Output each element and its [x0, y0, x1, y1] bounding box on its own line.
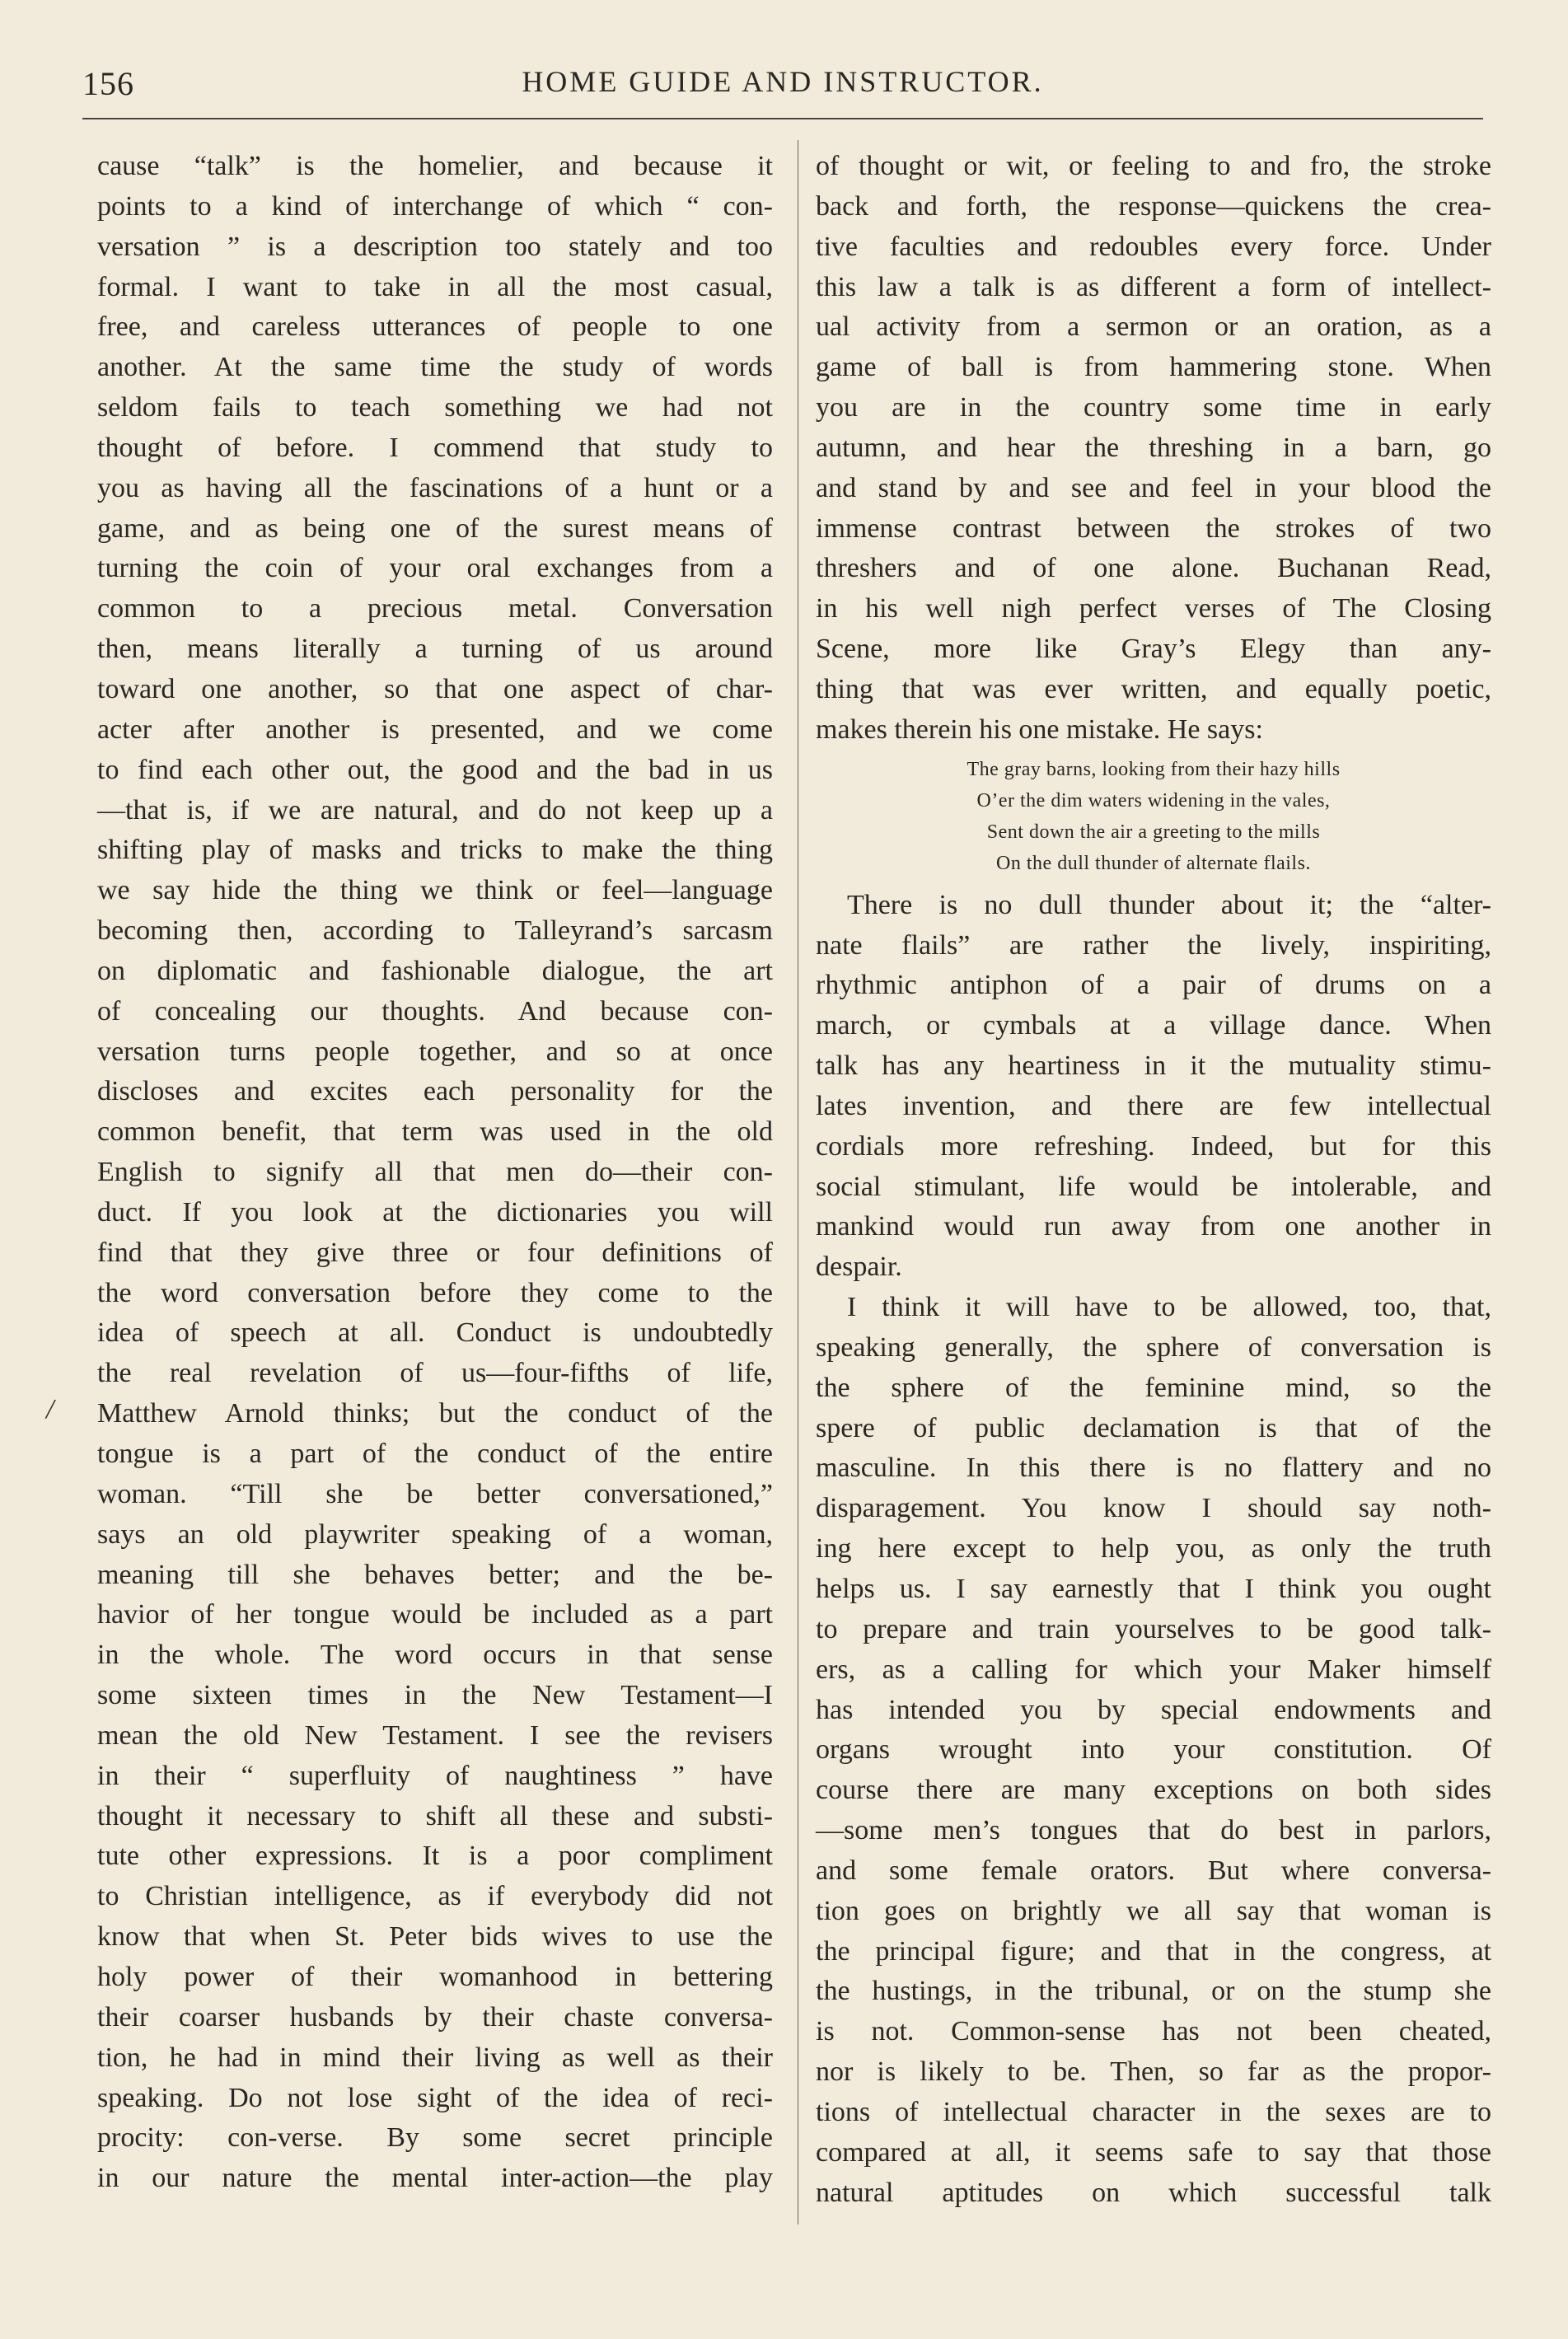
right-column-part-b	[816, 886, 1491, 2214]
text-line: procity: con-verse. By some secret principle	[97, 2122, 773, 2154]
text-line: natural aptitudes on which successful talk	[816, 2177, 1491, 2208]
text-line: common to a precious metal. Conversation	[97, 593, 773, 625]
text-line: in our nature the mental inter-action—the play	[97, 2163, 773, 2194]
text-line: mankind would run away from one another in	[816, 1211, 1491, 1242]
text-line: the sphere of the feminine mind, so the	[816, 1372, 1491, 1403]
text-line: meaning till she behaves better; and the be-	[97, 1559, 773, 1590]
text-line: of concealing our thoughts. And because con-	[97, 995, 773, 1027]
left-column	[97, 147, 773, 2199]
text-line: to Christian intelligence, as if everybody did not	[97, 1881, 773, 1912]
running-title: HOME GUIDE AND INSTRUCTOR.	[522, 65, 1044, 98]
text-line: organs wrought into your constitution. Of	[816, 1734, 1491, 1766]
text-line: their coarser husbands by their chaste conversa-	[97, 2001, 773, 2033]
text-line: tive faculties and redoubles every force. Under	[816, 231, 1491, 262]
text-line: says an old playwriter speaking of a woman,	[97, 1518, 773, 1550]
text-line: holy power of their womanhood in bettering	[97, 1961, 773, 1992]
text-line: know that when St. Peter bids wives to use the	[97, 1921, 773, 1953]
text-line: game, and as being one of the surest means of	[97, 512, 773, 544]
text-line: another. At the same time the study of words	[97, 352, 773, 383]
right-column	[816, 147, 1491, 2214]
text-line: woman. “Till she be better conversationed,”	[97, 1478, 773, 1509]
text-line: this law a talk is as different a form of intellect-	[816, 271, 1491, 302]
text-line: helps us. I say earnestly that I think you ought	[816, 1574, 1491, 1604]
text-line: versation ” is a description too stately and too	[97, 231, 773, 262]
text-line: tongue is a part of the conduct of the entire	[97, 1438, 773, 1469]
text-line: march, or cymbals at a village dance. When	[816, 1010, 1491, 1041]
text-line: I think it will have to be allowed, too, that,	[847, 1292, 1491, 1323]
text-line: ual activity from a sermon or an oration, as a	[816, 311, 1491, 343]
text-line: on diplomatic and fashionable dialogue, the art	[97, 955, 773, 986]
text-line: you are in the country some time in early	[816, 392, 1491, 423]
header-rule	[82, 118, 1483, 119]
text-line: common benefit, that term was used in the old	[97, 1116, 773, 1148]
text-line: versation turns people together, and so at once	[97, 1036, 773, 1067]
text-line: is not. Common-sense has not been cheated,	[816, 2016, 1491, 2047]
text-line: lates invention, and there are few intellectual	[816, 1090, 1491, 1121]
text-line: talk has any heartiness in it the mutuality stimu-	[816, 1050, 1491, 1082]
text-line: speaking generally, the sphere of conversation is	[816, 1331, 1491, 1363]
text-line: threshers and of one alone. Buchanan Read,	[816, 553, 1491, 584]
text-line: compared at all, it seems safe to say that those	[816, 2136, 1491, 2168]
text-line: in his well nigh perfect verses of The Closing	[816, 593, 1491, 625]
text-line: course there are many exceptions on both sides	[816, 1775, 1491, 1806]
text-line: cause “talk” is the homelier, and because it	[97, 151, 773, 181]
text-line: of thought or wit, or feeling to and fro, the stroke	[816, 151, 1491, 181]
text-line: cordials more refreshing. Indeed, but for this	[816, 1130, 1491, 1162]
text-line: find that they give three or four definitions of	[97, 1237, 773, 1268]
text-line: we say hide the thing we think or feel—language	[97, 875, 773, 906]
text-line: in the whole. The word occurs in that sense	[97, 1640, 773, 1671]
text-line: masculine. In this there is no flattery and no	[816, 1453, 1491, 1484]
text-line: thought it necessary to shift all these and substi-	[97, 1800, 773, 1831]
text-line: the word conversation before they come to the	[97, 1277, 773, 1308]
text-line: —some men’s tongues that do best in parlors,	[816, 1815, 1491, 1846]
text-line: tion goes on brightly we all say that woman is	[816, 1895, 1491, 1926]
text-line: to find each other out, the good and the bad in us	[97, 754, 773, 785]
text-line: ers, as a calling for which your Maker himself	[816, 1654, 1491, 1685]
text-line: some sixteen times in the New Testament—I	[97, 1680, 773, 1711]
poem-line: Sent down the air a greeting to the mills	[986, 821, 1321, 843]
text-line: disparagement. You know I should say noth-	[816, 1493, 1491, 1524]
right-column-part-a	[816, 147, 1491, 751]
text-line: back and forth, the response—quickens the crea-	[816, 190, 1491, 222]
text-line: ing here except to help you, as only the truth	[816, 1533, 1491, 1565]
text-line: thought of before. I commend that study to	[97, 432, 773, 463]
text-line: tions of intellectual character in the sexes are to	[816, 2096, 1491, 2127]
text-line: thing that was ever written, and equally poetic,	[816, 673, 1491, 704]
text-line: acter after another is presented, and we come	[97, 713, 773, 745]
text-line: spere of public declamation is that of the	[816, 1412, 1491, 1443]
text-line: Scene, more like Gray’s Elegy than any-	[816, 634, 1491, 665]
text-line: despair.	[816, 1251, 902, 1283]
text-line: duct. If you look at the dictionaries you will	[97, 1196, 773, 1228]
text-line: to prepare and train yourselves to be good talk-	[816, 1613, 1491, 1644]
page-header	[82, 64, 1483, 114]
text-line: toward one another, so that one aspect of char-	[97, 673, 773, 704]
text-line: becoming then, according to Talleyrand’s sarcasm	[97, 915, 773, 947]
text-line: immense contrast between the strokes of two	[816, 512, 1491, 544]
text-line: social stimulant, life would be intolerable, and	[816, 1171, 1491, 1202]
text-line: havior of her tongue would be included as a part	[97, 1599, 773, 1630]
text-line: game of ball is from hammering stone. When	[816, 352, 1491, 383]
text-line: and stand by and see and feel in your blood the	[816, 472, 1491, 503]
text-line: shifting play of masks and tricks to make the thing	[97, 835, 773, 866]
text-line: English to signify all that men do—their con-	[97, 1157, 773, 1188]
text-line: autumn, and hear the threshing in a barn, go	[816, 432, 1491, 463]
text-line: rhythmic antiphon of a pair of drums on a	[816, 970, 1491, 1001]
text-line: in their “ superfluity of naughtiness ” have	[97, 1760, 773, 1791]
text-line: you as having all the fascinations of a hunt or a	[97, 472, 773, 503]
text-line: There is no dull thunder about it; the “alter-	[847, 889, 1491, 920]
text-line: mean the old New Testament. I see the revisers	[97, 1719, 773, 1751]
text-line: nor is likely to be. Then, so far as the propor-	[816, 2056, 1491, 2088]
poem-line: The gray barns, looking from their hazy hills	[967, 758, 1341, 780]
text-line: Matthew Arnold thinks; but the conduct of the	[97, 1398, 773, 1429]
margin-mark: /	[46, 1394, 54, 1424]
text-line: —that is, if we are natural, and do not keep up a	[97, 794, 773, 826]
text-line: the real revelation of us—four-fifths of life,	[97, 1358, 773, 1389]
poem-quote	[816, 754, 1491, 879]
text-line: free, and careless utterances of people to one	[97, 311, 773, 343]
text-line: tute other expressions. It is a poor compliment	[97, 1841, 773, 1872]
text-line: formal. I want to take in all the most casual,	[97, 271, 773, 302]
text-line: the principal figure; and that in the congress, at	[816, 1935, 1491, 1967]
poem-line: O’er the dim waters widening in the vales,	[976, 789, 1331, 812]
page-number: 156	[82, 65, 134, 102]
poem-line: On the dull thunder of alternate flails.	[996, 852, 1311, 874]
text-line: points to a kind of interchange of which “ con-	[97, 190, 773, 222]
text-line: turning the coin of your oral exchanges from a	[97, 553, 773, 584]
text-line: the hustings, in the tribunal, or on the stump she	[816, 1976, 1491, 2007]
text-line: and some female orators. But where conversa-	[816, 1855, 1491, 1886]
text-line: then, means literally a turning of us around	[97, 634, 773, 665]
text-line: idea of speech at all. Conduct is undoubtedly	[97, 1317, 773, 1349]
text-line: tion, he had in mind their living as well as their	[97, 2042, 773, 2073]
text-line: discloses and excites each personality for the	[97, 1076, 773, 1107]
text-line: has intended you by special endowments and	[816, 1694, 1491, 1725]
text-line: speaking. Do not lose sight of the idea of reci-	[97, 2082, 773, 2113]
text-line: makes therein his one mistake. He says:	[816, 713, 1263, 745]
text-line: nate flails” are rather the lively, inspiriting,	[816, 929, 1491, 961]
text-line: seldom fails to teach something we had not	[97, 392, 773, 423]
